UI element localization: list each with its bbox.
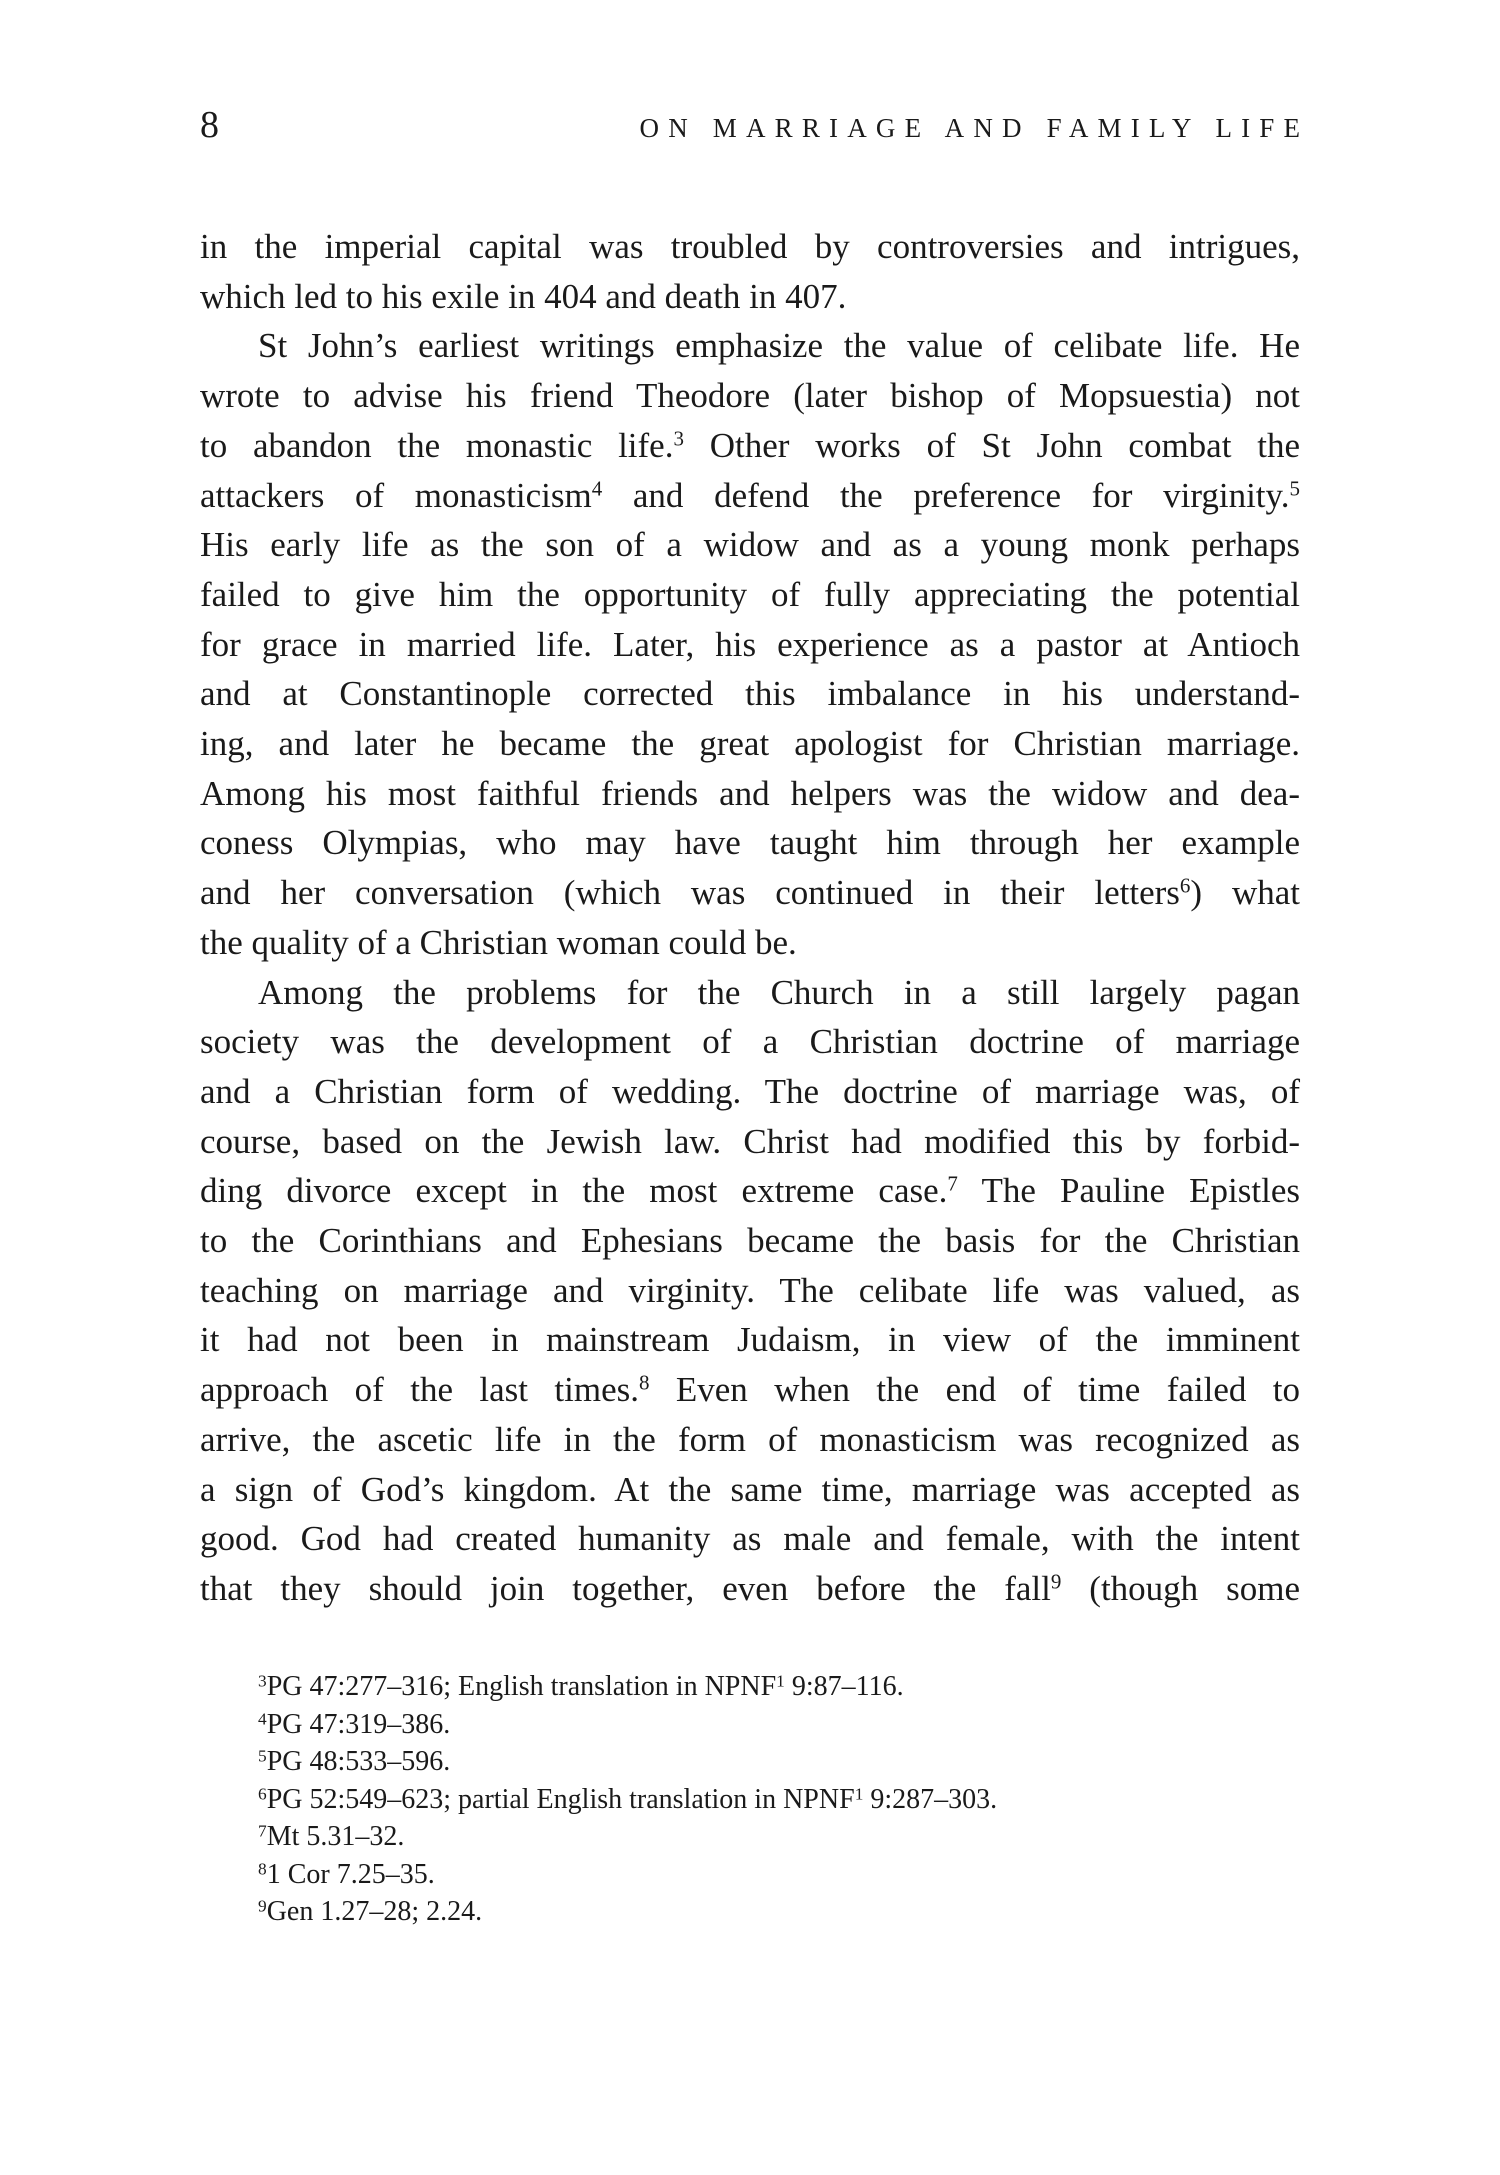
footnote: $^9$Gen 1.27–28; 2.24. bbox=[258, 1896, 483, 1927]
body-text bbox=[200, 222, 1300, 1614]
body-line: attackers of monasticism$^4$ and defend the preference for virginity.$^5$ bbox=[200, 475, 1300, 515]
paragraph bbox=[200, 321, 1300, 967]
footnote-reference: 8 bbox=[638, 1370, 650, 1395]
body-line: for grace in married life. Later, his experience as a pastor at Antioch bbox=[200, 624, 1300, 664]
body-line: and a Christian form of wedding. The doctrine of marriage was, of bbox=[200, 1071, 1300, 1111]
footnote-reference: 7 bbox=[947, 1171, 958, 1196]
footnote: $^6$PG 52:549–623; partial English translation in NPNF$^1$ 9:287–303. bbox=[258, 1783, 998, 1815]
body-line: good. God had created humanity as male and female, with the intent bbox=[200, 1519, 1300, 1559]
body-line: a sign of God’s kingdom. At the same time, marriage was accepted as bbox=[200, 1469, 1300, 1509]
footnote-reference: 5 bbox=[1289, 475, 1300, 500]
body-line: teaching on marriage and virginity. The celibate life was valued, as bbox=[200, 1270, 1300, 1310]
body-line: approach of the last times.$^8$ Even when the end of time failed to bbox=[200, 1370, 1301, 1410]
body-line: to the Corinthians and Ephesians became the basis for the Christian bbox=[200, 1221, 1300, 1261]
body-line: the quality of a Christian woman could be. bbox=[200, 922, 797, 962]
body-line: Among his most faithful friends and helpers was the widow and dea- bbox=[200, 773, 1300, 813]
footnote: $^4$PG 47:319–386. bbox=[258, 1708, 451, 1740]
body-line: ing, and later he became the great apologist for Christian marriage. bbox=[200, 724, 1300, 764]
running-head bbox=[200, 104, 1310, 146]
paragraph bbox=[200, 222, 1300, 321]
footnote: $^5$PG 48:533–596. bbox=[258, 1746, 451, 1777]
body-line: failed to give him the opportunity of fully appreciating the potential bbox=[200, 574, 1300, 614]
body-line: and at Constantinople corrected this imbalance in his understand- bbox=[200, 674, 1300, 714]
footnote: $^7$Mt 5.31–32. bbox=[258, 1821, 405, 1852]
footnote-reference: 3 bbox=[673, 426, 684, 451]
body-line: coness Olympias, who may have taught him through her example bbox=[200, 823, 1300, 863]
footnote-marker: 6 bbox=[258, 1783, 267, 1803]
body-line: St John’s earliest writings emphasize the value of celibate life. He bbox=[258, 326, 1300, 366]
body-line: wrote to advise his friend Theodore (later bishop of Mopsuestia) not bbox=[200, 376, 1300, 416]
footnote-marker: 3 bbox=[258, 1671, 267, 1691]
body-line: Among the problems for the Church in a still largely pagan bbox=[258, 972, 1300, 1012]
footnote-marker: 4 bbox=[258, 1708, 267, 1728]
footnote: $^8$1 Cor 7.25–35. bbox=[258, 1858, 435, 1890]
footnote-marker: 5 bbox=[258, 1746, 267, 1766]
paragraph bbox=[200, 968, 1300, 1614]
footnote-reference: 1 bbox=[776, 1671, 785, 1691]
body-line: ding divorce except in the most extreme case.$^7$ The Pauline Epistles bbox=[200, 1171, 1300, 1211]
running-title: ON MARRIAGE AND FAMILY LIFE bbox=[639, 113, 1310, 143]
footnote-reference: 9 bbox=[1050, 1569, 1062, 1594]
body-line: to abandon the monastic life.$^3$ Other works of St John combat the bbox=[200, 425, 1300, 465]
body-line: His early life as the son of a widow and as a young monk perhaps bbox=[200, 525, 1300, 565]
body-line: it had not been in mainstream Judaism, in view of the imminent bbox=[200, 1320, 1300, 1360]
footnote-reference: 6 bbox=[1179, 873, 1191, 898]
body-line: arrive, the ascetic life in the form of monasticism was recognized as bbox=[200, 1419, 1300, 1459]
footnote-marker: 8 bbox=[258, 1858, 267, 1878]
footnote-reference: 4 bbox=[591, 475, 603, 500]
page-number: 8 bbox=[200, 104, 219, 146]
footnote: $^3$PG 47:277–316; English translation in NPNF$^1$ 9:87–116. bbox=[258, 1671, 904, 1702]
body-line: and her conversation (which was continued in their letters$^6$) what bbox=[200, 873, 1300, 913]
body-line: society was the development of a Christian doctrine of marriage bbox=[200, 1022, 1300, 1062]
body-line: which led to his exile in 404 and death in 407. bbox=[200, 276, 847, 316]
footnote-marker: 9 bbox=[258, 1896, 267, 1916]
body-line: course, based on the Jewish law. Christ had modified this by forbid- bbox=[200, 1121, 1300, 1161]
footnote-marker: 7 bbox=[258, 1821, 267, 1841]
body-line: in the imperial capital was troubled by controversies and intrigues, bbox=[200, 227, 1300, 266]
footnote-reference: 1 bbox=[854, 1783, 864, 1803]
body-line: that they should join together, even before the fall$^9$ (though some bbox=[200, 1568, 1300, 1608]
footnotes bbox=[200, 1668, 1300, 1931]
